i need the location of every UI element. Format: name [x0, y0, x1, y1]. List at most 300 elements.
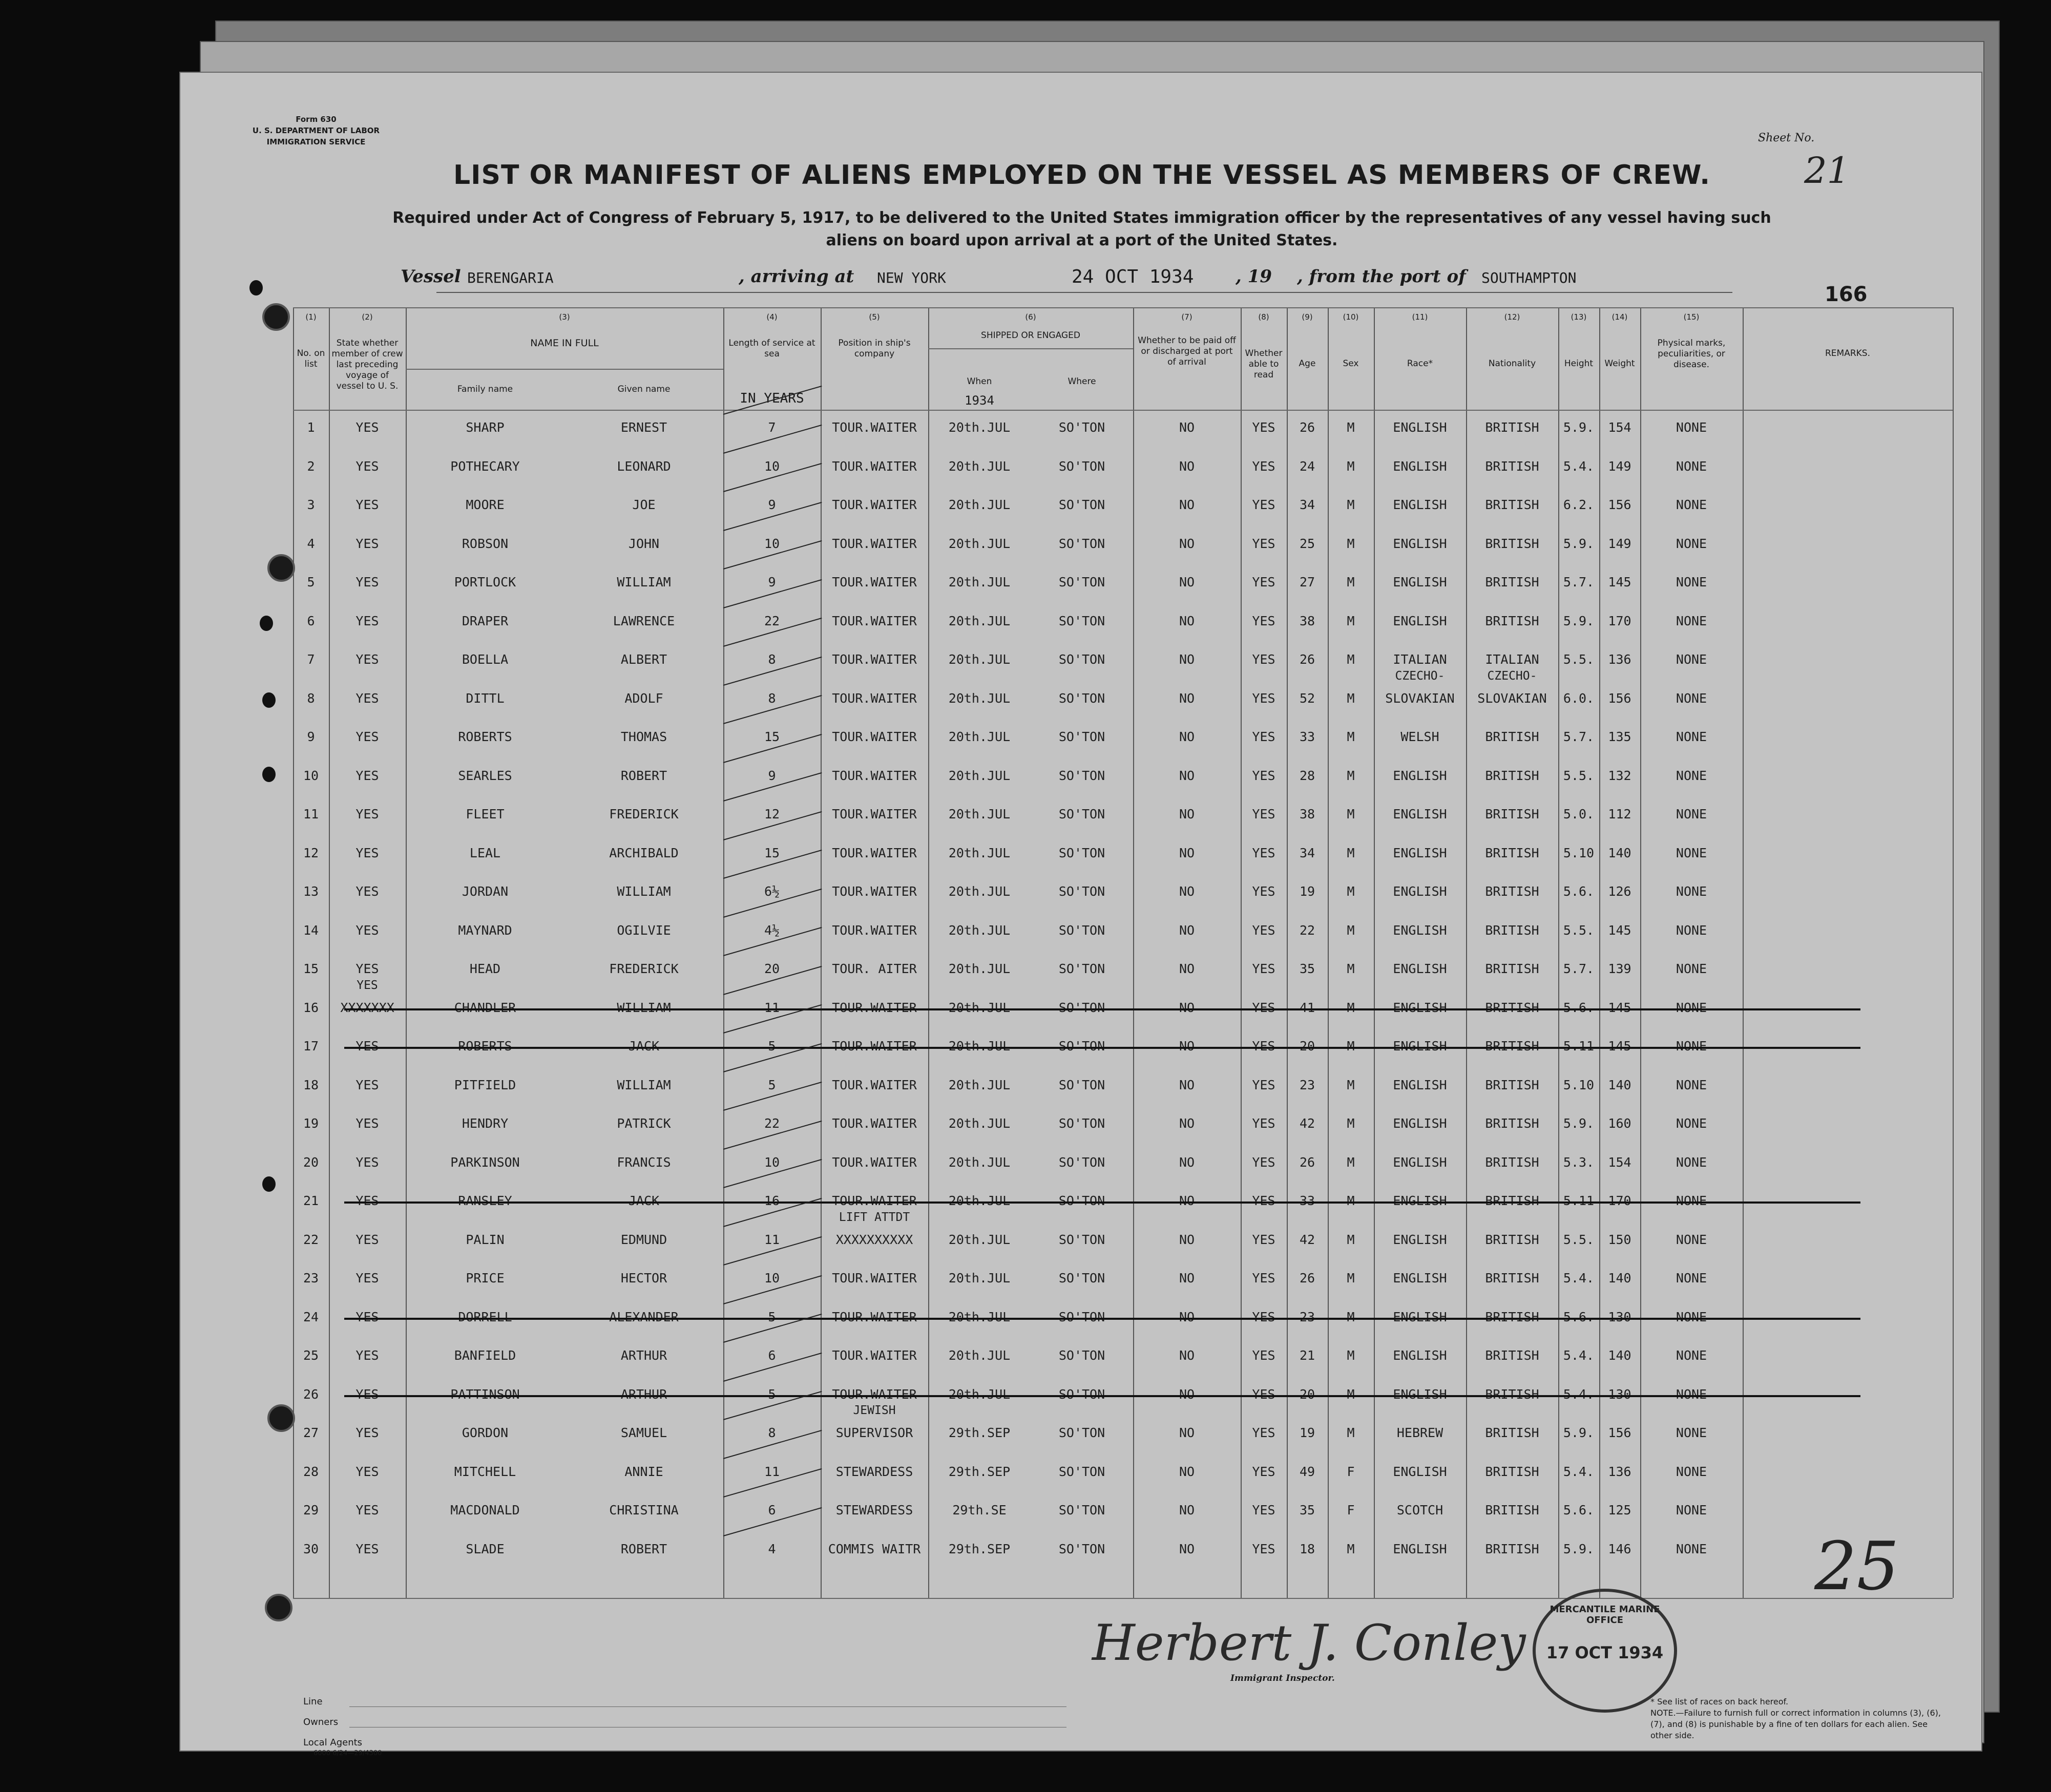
- cell-where: SO'TON: [1058, 961, 1105, 976]
- cell-nat: BRITISH: [1485, 961, 1539, 976]
- cell-position: TOUR.WAITER: [832, 1039, 917, 1053]
- cell-weight: 130: [1608, 1386, 1631, 1402]
- cell-height: 5.4.: [1563, 1464, 1595, 1479]
- cell-family: MITCHELL: [454, 1464, 516, 1479]
- cell-prev: YES: [355, 922, 379, 938]
- cell-nat: BRITISH: [1485, 729, 1539, 744]
- table-row: [293, 978, 1953, 1028]
- cell-weight: 139: [1608, 961, 1631, 976]
- table-row: [293, 758, 1953, 796]
- cell-service: 10: [764, 1271, 780, 1285]
- cell-where: SO'TON: [1058, 1077, 1105, 1092]
- cell-given: CHRISTINA: [609, 1503, 679, 1517]
- cell-position: TOUR.WAITER: [832, 575, 917, 589]
- header-paid-off: Whether to be paid off or discharged at port of arrival: [1138, 335, 1236, 367]
- vessel-label: Vessel: [401, 266, 461, 287]
- punch-dot: [262, 767, 276, 782]
- cell-race: ENGLISH: [1393, 1464, 1447, 1479]
- cell-position: TOUR.WAITER: [832, 1348, 917, 1363]
- cell-family: MACDONALD: [450, 1503, 520, 1517]
- cell-position: TOUR.WAITER: [832, 458, 917, 474]
- cell-nat: BRITISH: [1485, 1000, 1539, 1015]
- header-when: When: [967, 376, 992, 387]
- cell-paid: NO: [1179, 652, 1195, 667]
- cell-read: YES: [1252, 652, 1275, 667]
- cell-no: 24: [303, 1309, 319, 1324]
- arriving-label: , arriving at: [739, 266, 854, 287]
- cell-where: SO'TON: [1058, 884, 1105, 899]
- cell-height: 5.10: [1563, 845, 1595, 860]
- table-row: [293, 526, 1953, 564]
- header-previous-voyage: State whether member of crew last preceding voyage of vessel to U. S.: [331, 338, 403, 391]
- cell-sex: M: [1347, 613, 1355, 628]
- header-service-length: Length of service at sea: [728, 338, 815, 359]
- cell-where: SO'TON: [1058, 458, 1105, 474]
- cell-height: 5.7.: [1563, 729, 1595, 744]
- cell-marks: NONE: [1676, 613, 1707, 628]
- manifest-table: [293, 307, 1953, 1695]
- cell-family: BOELLA: [462, 652, 509, 667]
- vessel-line: [180, 266, 1983, 297]
- cell-position: TOUR.WAITER: [832, 690, 917, 706]
- cell-height: 5.4.: [1563, 458, 1595, 474]
- cell-service: 4: [768, 1541, 776, 1556]
- cell-read: YES: [1252, 807, 1275, 821]
- cell-prev: YES: [355, 420, 379, 435]
- cell-family: BANFIELD: [454, 1348, 516, 1363]
- cell-family: CHANDLER: [454, 1000, 516, 1015]
- cell-prev: YES: [355, 1503, 379, 1517]
- cell-weight: 132: [1608, 768, 1631, 783]
- cell-age: 52: [1299, 690, 1315, 706]
- cell-age: 18: [1299, 1541, 1315, 1556]
- cell-prev: YES: [355, 807, 379, 821]
- cell-given: JOE: [632, 497, 656, 512]
- cell-prev: YES: [355, 1077, 379, 1092]
- cell-given: THOMAS: [620, 729, 667, 744]
- cell-sex: M: [1347, 497, 1355, 512]
- cell-position: TOUR.WAITER: [832, 1116, 917, 1131]
- footer-note: [1650, 1696, 1948, 1741]
- cell-weight: 156: [1608, 497, 1631, 512]
- cell-sex: M: [1347, 1271, 1355, 1285]
- note-races: * See list of races on back hereof.: [1650, 1697, 1789, 1706]
- cell-position: TOUR.WAITER: [832, 729, 917, 744]
- cell-service: 12: [764, 807, 780, 821]
- strike-through-line: [344, 1318, 1860, 1320]
- cell-race: HEBREW: [1396, 1425, 1443, 1440]
- col-14-number: (14): [1611, 312, 1628, 322]
- cell-service: 5: [768, 1077, 776, 1092]
- cell-paid: NO: [1179, 1309, 1195, 1324]
- cell-height: 5.4.: [1563, 1348, 1595, 1363]
- subtitle-line-1: Required under Act of Congress of February 5, 1917, to be delivered to the United States immigration officer by the representatives of any vessel having such: [392, 209, 1771, 227]
- cell-service: 5: [768, 1039, 776, 1053]
- cell-family: PRICE: [466, 1271, 505, 1285]
- cell-no: 30: [303, 1541, 319, 1556]
- strike-through-line: [344, 1201, 1860, 1204]
- cell-read: YES: [1252, 1541, 1275, 1556]
- cell-when: 20th.JUL: [948, 1271, 1011, 1285]
- cell-family: HENDRY: [462, 1116, 509, 1131]
- departure-port: SOUTHAMPTON: [1481, 269, 1577, 286]
- year-label: , 19: [1236, 266, 1272, 287]
- document-number: 166: [1825, 283, 1868, 306]
- cell-age: 33: [1299, 729, 1315, 744]
- cell-family: DRAPER: [462, 613, 509, 628]
- cell-paid: NO: [1179, 1193, 1195, 1208]
- cell-nat-annotation: CZECHO-: [1487, 669, 1537, 683]
- binder-hole: [267, 1404, 295, 1432]
- cell-paid: NO: [1179, 420, 1195, 435]
- cell-marks: NONE: [1676, 1154, 1707, 1170]
- cell-sex: F: [1347, 1503, 1355, 1517]
- cell-service: 9: [768, 575, 776, 589]
- cell-no: 8: [307, 690, 315, 706]
- cell-marks: NONE: [1676, 1039, 1707, 1053]
- cell-height: 5.9.: [1563, 1425, 1595, 1440]
- cell-where: SO'TON: [1058, 536, 1105, 551]
- cell-marks: NONE: [1676, 420, 1707, 435]
- cell-position: TOUR.WAITER: [832, 1000, 917, 1015]
- cell-given: JACK: [628, 1039, 660, 1053]
- cell-height: 5.4.: [1563, 1271, 1595, 1285]
- header-age: Age: [1299, 359, 1316, 369]
- cell-race: ENGLISH: [1393, 961, 1447, 976]
- cell-weight: 136: [1608, 652, 1631, 667]
- table-row: [293, 951, 1953, 989]
- cell-nat: BRITISH: [1485, 1348, 1539, 1363]
- cell-nat: BRITISH: [1485, 922, 1539, 938]
- cell-given: FREDERICK: [609, 961, 679, 976]
- cell-weight: 136: [1608, 1464, 1631, 1479]
- cell-position: TOUR.WAITER: [832, 1077, 917, 1092]
- cell-service: 6: [768, 1503, 776, 1517]
- cell-when: 29th.SEP: [948, 1425, 1011, 1440]
- cell-height: 5.5.: [1563, 652, 1595, 667]
- cell-service: 10: [764, 1154, 780, 1170]
- col-4-number: (4): [766, 312, 778, 322]
- cell-position: STEWARDESS: [835, 1464, 913, 1479]
- cell-where: SO'TON: [1058, 1386, 1105, 1402]
- cell-given: SAMUEL: [620, 1425, 667, 1440]
- cell-where: SO'TON: [1058, 1309, 1105, 1324]
- cell-position: TOUR.WAITER: [832, 1309, 917, 1324]
- header-year: 1934: [965, 393, 994, 408]
- cell-read: YES: [1252, 1503, 1275, 1517]
- cell-sex: M: [1347, 768, 1355, 783]
- cell-age: 34: [1299, 845, 1315, 860]
- cell-age: 33: [1299, 1193, 1315, 1208]
- cell-paid: NO: [1179, 458, 1195, 474]
- cell-nat: BRITISH: [1485, 613, 1539, 628]
- cell-family: ROBERTS: [458, 1039, 512, 1053]
- cell-family: HEAD: [469, 961, 501, 976]
- cell-position: TOUR.WAITER: [832, 922, 917, 938]
- cell-when: 20th.JUL: [948, 1386, 1011, 1402]
- cell-family: ROBERTS: [458, 729, 512, 744]
- cell-weight: 156: [1608, 1425, 1631, 1440]
- cell-weight: 140: [1608, 1348, 1631, 1363]
- footer-agents-label: Local Agents: [303, 1737, 363, 1748]
- cell-when: 20th.JUL: [948, 845, 1011, 860]
- table-row: [293, 1299, 1953, 1337]
- col-1-number: (1): [305, 312, 317, 322]
- cell-sex: M: [1347, 575, 1355, 589]
- cell-prev: YES: [355, 1039, 379, 1053]
- cell-marks: NONE: [1676, 690, 1707, 706]
- cell-age: 42: [1299, 1232, 1315, 1247]
- cell-where: SO'TON: [1058, 1193, 1105, 1208]
- strike-through-line: [344, 1395, 1860, 1397]
- cell-position: TOUR. AITER: [832, 961, 917, 976]
- cell-marks: NONE: [1676, 1000, 1707, 1015]
- cell-no: 25: [303, 1348, 319, 1363]
- cell-service: 15: [764, 845, 780, 860]
- cell-nat: BRITISH: [1485, 768, 1539, 783]
- cell-weight: 140: [1608, 845, 1631, 860]
- col-9-number: (9): [1302, 312, 1313, 322]
- cell-paid: NO: [1179, 1386, 1195, 1402]
- cell-no: 27: [303, 1425, 319, 1440]
- vessel-underline: [436, 292, 1732, 293]
- cell-family: PORTLOCK: [454, 575, 516, 589]
- cell-marks: NONE: [1676, 652, 1707, 667]
- cell-nat: BRITISH: [1485, 884, 1539, 899]
- cell-prev: YES: [355, 613, 379, 628]
- col-10-number: (10): [1343, 312, 1359, 322]
- cell-read: YES: [1252, 1077, 1275, 1092]
- cell-family: MAYNARD: [458, 922, 512, 938]
- cell-service: 8: [768, 652, 776, 667]
- cell-prev: YES: [355, 458, 379, 474]
- cell-weight: 135: [1608, 729, 1631, 744]
- cell-marks: NONE: [1676, 807, 1707, 821]
- note-penalty: NOTE.—Failure to furnish full or correct information in columns (3), (6), (7), and (8) is punishable by a fine of ten dollars for each alien. See other side.: [1650, 1708, 1941, 1740]
- cell-height: 5.10: [1563, 1077, 1595, 1092]
- cell-where: SO'TON: [1058, 1425, 1105, 1440]
- cell-weight: 160: [1608, 1116, 1631, 1131]
- punch-dot: [260, 616, 273, 631]
- cell-no: 15: [303, 961, 319, 976]
- cell-nat: BRITISH: [1485, 845, 1539, 860]
- cell-paid: NO: [1179, 1232, 1195, 1247]
- cell-marks: NONE: [1676, 961, 1707, 976]
- cell-no: 26: [303, 1386, 319, 1402]
- cell-prev: YES: [355, 1541, 379, 1556]
- cell-given: ARTHUR: [620, 1386, 667, 1402]
- table-row: [293, 1145, 1953, 1183]
- cell-race: ENGLISH: [1393, 1116, 1447, 1131]
- cell-where: SO'TON: [1058, 1116, 1105, 1131]
- cell-age: 27: [1299, 575, 1315, 589]
- cell-age: 25: [1299, 536, 1315, 551]
- cell-race: ENGLISH: [1393, 1386, 1447, 1402]
- cell-when: 20th.JUL: [948, 1154, 1011, 1170]
- cell-weight: 156: [1608, 690, 1631, 706]
- cell-no: 19: [303, 1116, 319, 1131]
- cell-when: 20th.JUL: [948, 1309, 1011, 1324]
- cell-nat: BRITISH: [1485, 1464, 1539, 1479]
- cell-prev-annotation: YES: [357, 978, 378, 992]
- cell-service: 15: [764, 729, 780, 744]
- cell-service: 11: [764, 1464, 780, 1479]
- cell-family: POTHECARY: [450, 458, 520, 474]
- cell-race: ENGLISH: [1393, 884, 1447, 899]
- cell-given: WILLIAM: [617, 884, 671, 899]
- header-list-number: No. on list: [297, 348, 325, 369]
- cell-service: 22: [764, 613, 780, 628]
- cell-family: JORDAN: [462, 884, 509, 899]
- cell-nat: BRITISH: [1485, 536, 1539, 551]
- cell-race: ENGLISH: [1393, 458, 1447, 474]
- arrival-date: 24 OCT 1934: [1072, 266, 1194, 287]
- cell-service: 8: [768, 690, 776, 706]
- cell-no: 28: [303, 1464, 319, 1479]
- cell-no: 21: [303, 1193, 319, 1208]
- cell-nat: BRITISH: [1485, 1039, 1539, 1053]
- cell-service: 11: [764, 1000, 780, 1015]
- header-race: Race*: [1407, 359, 1433, 369]
- cell-when: 20th.JUL: [948, 1039, 1011, 1053]
- cell-paid: NO: [1179, 1271, 1195, 1285]
- cell-paid: NO: [1179, 1154, 1195, 1170]
- cell-given: ROBERT: [620, 768, 667, 783]
- cell-nat: BRITISH: [1485, 458, 1539, 474]
- table-row: [293, 1106, 1953, 1144]
- cell-family: FLEET: [466, 807, 505, 821]
- cell-prev: YES: [355, 1193, 379, 1208]
- cell-height: 5.6.: [1563, 1309, 1595, 1324]
- cell-prev: YES: [355, 1154, 379, 1170]
- cell-where: SO'TON: [1058, 1000, 1105, 1015]
- cell-race: ENGLISH: [1393, 922, 1447, 938]
- col-13-number: (13): [1571, 312, 1587, 322]
- cell-position: TOUR.WAITER: [832, 768, 917, 783]
- cell-paid: NO: [1179, 690, 1195, 706]
- mercantile-marine-stamp: [1533, 1589, 1677, 1713]
- cell-age: 19: [1299, 884, 1315, 899]
- cell-when: 20th.JUL: [948, 884, 1011, 899]
- cell-marks: NONE: [1676, 575, 1707, 589]
- cell-sex: M: [1347, 1077, 1355, 1092]
- cell-read: YES: [1252, 1193, 1275, 1208]
- cell-marks: NONE: [1676, 1348, 1707, 1363]
- cell-position-annotation: LIFT ATTDT: [839, 1210, 910, 1224]
- cell-read: YES: [1252, 1271, 1275, 1285]
- cell-when: 20th.JUL: [948, 1193, 1011, 1208]
- table-row: [293, 1338, 1953, 1376]
- cell-where: SO'TON: [1058, 1348, 1105, 1363]
- cell-service: 20: [764, 961, 780, 976]
- cell-marks: NONE: [1676, 1077, 1707, 1092]
- cell-marks: NONE: [1676, 845, 1707, 860]
- header-weight: Weight: [1604, 359, 1635, 369]
- cell-service: 4½: [764, 922, 780, 938]
- cell-race: ITALIAN: [1393, 652, 1447, 667]
- cell-prev: YES: [355, 536, 379, 551]
- cell-no: 14: [303, 922, 319, 938]
- header-nationality: Nationality: [1488, 359, 1536, 369]
- cell-when: 20th.JUL: [948, 729, 1011, 744]
- cell-prev: YES: [355, 884, 379, 899]
- sheet-number-label: Sheet No.: [1758, 132, 1815, 144]
- header-height: Height: [1564, 359, 1594, 369]
- cell-height: 5.6.: [1563, 1000, 1595, 1015]
- cell-no: 4: [307, 536, 315, 551]
- cell-paid: NO: [1179, 1541, 1195, 1556]
- cell-no: 9: [307, 729, 315, 744]
- cell-read: YES: [1252, 497, 1275, 512]
- cell-where: SO'TON: [1058, 845, 1105, 860]
- cell-race-annotation: CZECHO-: [1395, 669, 1445, 683]
- cell-prev: YES: [355, 575, 379, 589]
- cell-family: RANSLEY: [458, 1193, 512, 1208]
- cell-race: ENGLISH: [1393, 1039, 1447, 1053]
- cell-age: 22: [1299, 922, 1315, 938]
- cell-marks: NONE: [1676, 922, 1707, 938]
- table-row: [293, 410, 1953, 448]
- cell-no: 5: [307, 575, 315, 589]
- cell-read: YES: [1252, 458, 1275, 474]
- cell-when: 20th.JUL: [948, 652, 1011, 667]
- cell-sex: M: [1347, 1116, 1355, 1131]
- cell-age: 34: [1299, 497, 1315, 512]
- cell-where: SO'TON: [1058, 652, 1105, 667]
- cell-race: ENGLISH: [1393, 1193, 1447, 1208]
- page-title: LIST OR MANIFEST OF ALIENS EMPLOYED ON THE VESSEL AS MEMBERS OF CREW.: [453, 160, 1710, 191]
- cell-paid: NO: [1179, 1077, 1195, 1092]
- cell-sex: M: [1347, 1039, 1355, 1053]
- cell-race: SCOTCH: [1396, 1503, 1443, 1517]
- cell-position: TOUR.WAITER: [832, 613, 917, 628]
- cell-height: 5.6.: [1563, 884, 1595, 899]
- cell-prev: YES: [355, 1425, 379, 1440]
- cell-when: 20th.JUL: [948, 613, 1011, 628]
- cell-given: WILLIAM: [617, 1077, 671, 1092]
- cell-when: 29th.SE: [952, 1503, 1007, 1517]
- cell-position: COMMIS WAITR: [828, 1541, 921, 1556]
- cell-age: 20: [1299, 1386, 1315, 1402]
- cell-paid: NO: [1179, 1039, 1195, 1053]
- cell-read: YES: [1252, 1386, 1275, 1402]
- header-shipped-engaged: SHIPPED OR ENGAGED: [981, 330, 1080, 341]
- cell-race: ENGLISH: [1393, 1077, 1447, 1092]
- cell-where: SO'TON: [1058, 575, 1105, 589]
- header-service-unit: IN YEARS: [740, 391, 804, 406]
- cell-nat: BRITISH: [1485, 575, 1539, 589]
- cell-read: YES: [1252, 1154, 1275, 1170]
- cell-marks: NONE: [1676, 1464, 1707, 1479]
- cell-when: 20th.JUL: [948, 420, 1011, 435]
- cell-marks: NONE: [1676, 768, 1707, 783]
- cell-position: TOUR.WAITER: [832, 652, 917, 667]
- header-family-name: Family name: [457, 384, 513, 394]
- cell-paid: NO: [1179, 768, 1195, 783]
- cell-race: WELSH: [1400, 729, 1439, 744]
- cell-weight: 146: [1608, 1541, 1631, 1556]
- cell-age: 35: [1299, 961, 1315, 976]
- cell-position: TOUR.WAITER: [832, 1154, 917, 1170]
- cell-prev: YES: [355, 961, 379, 976]
- table-row: [293, 1531, 1953, 1569]
- subtitle-line-2: aliens on board upon arrival at a port of the United States.: [826, 231, 1338, 249]
- header-name-in-full: NAME IN FULL: [530, 338, 599, 349]
- manifest-footer: [293, 1696, 1953, 1757]
- cell-where: SO'TON: [1058, 690, 1105, 706]
- cell-position: TOUR.WAITER: [832, 1386, 917, 1402]
- table-row: [293, 1067, 1953, 1105]
